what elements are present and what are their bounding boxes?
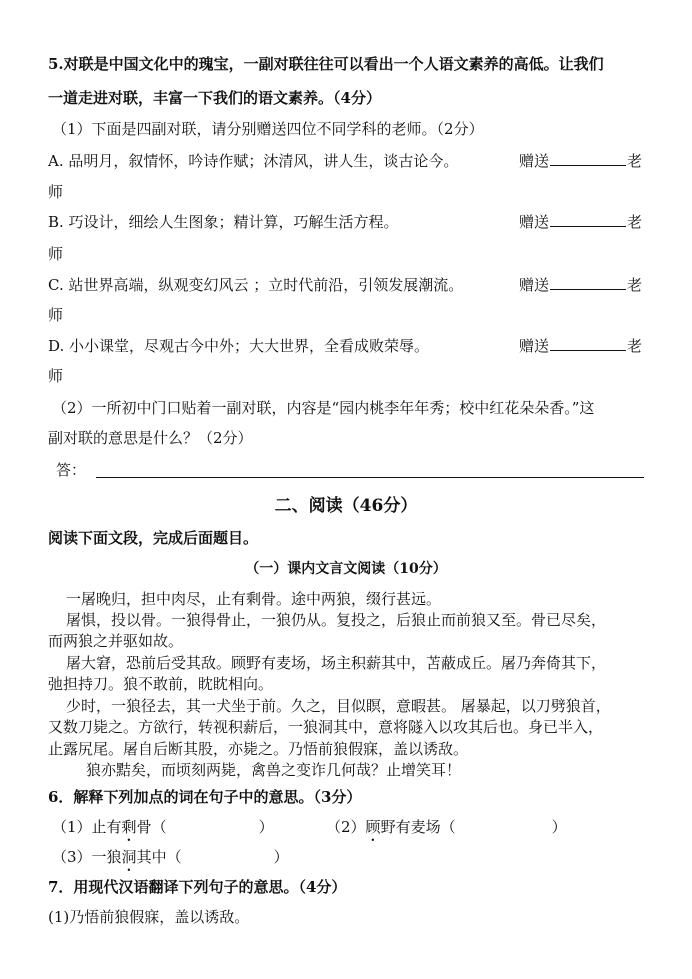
q6-item2-close: ） [551,818,567,836]
q5-option-d: D. 小小课堂，尽观古今中外；大大世界，全看成败荣辱。 [48,337,430,355]
gift-suffix: 老 [627,213,643,231]
gift-suffix: 老 [627,276,643,294]
q6-item1-close: ） [258,818,274,836]
reading-instruction: 阅读下面文段，完成后面题目。 [48,529,259,547]
gift-prefix: 赠送 [519,152,550,170]
q5-option-b-wrap: 师 [48,245,64,263]
q6-item3-close: ） [273,848,289,866]
gift-suffix: 老 [627,152,643,170]
passage-line: 屠惧，投以骨。一狼得骨止，一狼仍从。复投之，后狼止而前狼又至。骨已尽矣， [66,611,607,629]
q5-gift-c [519,275,642,295]
q7-item1: (1)乃悟前狼假寐，盖以诱敌。 [48,908,250,926]
q5-option-c-wrap: 师 [48,306,64,324]
dotted-word: 顾 [365,818,381,836]
answer-blank[interactable] [550,336,626,351]
q6-title: 6．解释下列加点的词在句子中的意思。（3分） [48,788,362,806]
passage-line: 屠大窘，恐前后受其敌。顾野有麦场，场主积薪其中，苫蔽成丘。屠乃奔倚其下， [66,654,607,672]
q5-option-d-wrap: 师 [48,367,64,385]
passage-line: 而两狼之并驱如故。 [48,632,184,650]
answer-label: 答： [56,461,87,479]
q5-title-line1: 5.对联是中国文化中的瑰宝，一副对联往往可以看出一个人语文素养的高低。让我们 [48,55,604,73]
section-title: 二、阅读（46分） [274,496,418,516]
q5-gift-a [519,151,642,171]
q5-option-a: A. 品明月，叙情怀，吟诗作赋；沐清风，讲人生，谈古论今。 [48,152,459,170]
q5-part1: （1）下面是四副对联，请分别赠送四位不同学科的老师。（2分） [52,120,484,138]
q6-item3 [52,847,289,875]
dotted-word: 剩 [121,818,137,836]
q6-item3-post: 其中（ [136,848,182,866]
answer-line[interactable] [96,477,644,478]
q5-part2-line2: 副对联的意思是什么？（2分） [48,429,253,447]
q6-item1-pre: （1）止有 [52,818,122,836]
gift-prefix: 赠送 [519,213,550,231]
gift-suffix: 老 [627,337,643,355]
dotted-word: 洞 [121,848,137,866]
q6-item2-pre: （2） [326,818,366,836]
passage-line: 一屠晚归，担中肉尽，止有剩骨。途中两狼，缀行甚远。 [66,590,442,608]
q5-gift-b [519,212,642,232]
answer-blank[interactable] [550,151,626,166]
q6-item2 [326,817,567,845]
gift-prefix: 赠送 [519,337,550,355]
q5-part2-line1: （2）一所初中门口贴着一副对联，内容是“园内桃李年年秀；校中红花朵朵香。”这 [52,399,595,417]
answer-blank[interactable] [550,275,626,290]
subsection-title: （一）课内文言文阅读（10分） [245,561,447,577]
passage-line: 弛担持刀。狼不敢前，眈眈相向。 [48,675,274,693]
q6-item1 [52,817,274,845]
passage-line: 狼亦黠矣，而顷刻两毙，禽兽之变诈几何哉？止增笑耳！ [86,761,462,779]
answer-blank[interactable] [550,212,626,227]
q6-item3-pre: （3）一狼 [52,848,122,866]
passage-line: 又数刀毙之。方欲行，转视积薪后，一狼洞其中，意将隧入以攻其后也。身已半入， [48,718,604,736]
q7-title: 7．用现代汉语翻译下列句子的意思。（4分） [48,878,347,896]
q6-item2-post: 野有麦场（ [380,818,456,836]
gift-prefix: 赠送 [519,276,550,294]
q5-gift-d [519,336,642,356]
q5-title-line2: 一道走进对联，丰富一下我们的语文素养。（4分） [48,89,381,107]
q5-option-a-wrap: 师 [48,183,64,201]
q5-option-c: C. 站世界高端，纵观变幻风云 ；立时代前沿，引领发展潮流。 [48,276,464,294]
q5-option-b: B. 巧设计，细绘人生图象；精计算，巧解生活方程。 [48,213,399,231]
q6-item1-post: 骨（ [136,818,167,836]
passage-line: 少时，一狼径去，其一犬坐于前。久之，目似瞑，意暇甚。 屠暴起，以刀劈狼首， [66,697,611,715]
passage-line: 止露尻尾。屠自后断其股，亦毙之。乃悟前狼假寐，盖以诱敌。 [48,740,469,758]
